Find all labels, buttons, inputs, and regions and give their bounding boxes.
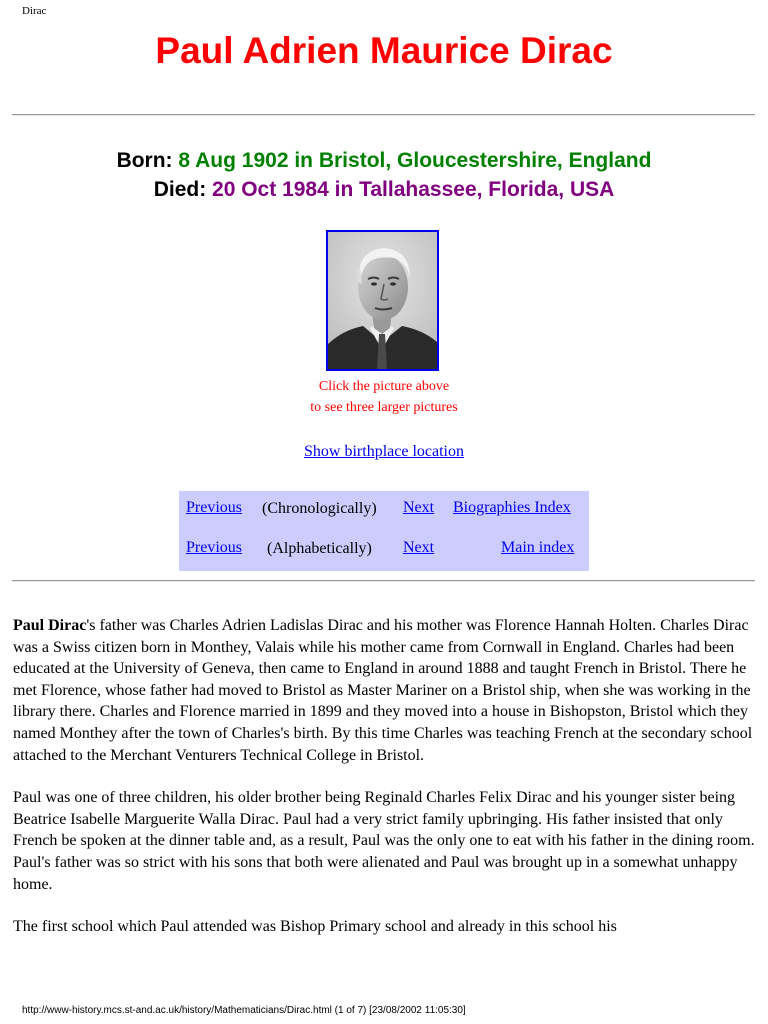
main-index-link[interactable]: Main index	[501, 539, 575, 556]
next-chronological-link[interactable]: Next	[403, 499, 435, 516]
died-line	[0, 178, 768, 202]
portrait-caption-line1: Click the picture above	[318, 379, 450, 394]
subject-name: Paul Dirac	[13, 617, 87, 634]
previous-alphabetical-link[interactable]: Previous	[186, 539, 242, 556]
birthplace-row	[0, 443, 768, 461]
biography-text	[13, 615, 758, 959]
portrait-photo-link[interactable]	[326, 230, 439, 371]
paragraph-1	[13, 615, 758, 766]
paragraph-1-text: 's father was Charles Adrien Ladislas Dirac and his mother was Florence Hannah Holten. Charles Dirac was a Swiss citizen born in Monthey, Valais while his mother came from Cornwall in England. Charles had been educated at the University of Geneva, then came to England in around 1888 and taught French in Bristol. There he met Florence, whose father had moved to Bristol as Master Mariner on a Bristol ship, when she was working in the library there. Charles and Florence married in 1899 and they moved into a house in Bishopston, Bristol which they named Monthey after the town of Charles's birth. By this time Charles was teaching French at the secondary school attached to the Merchant Venturers Technical College in Bristol.	[13, 617, 753, 764]
born-label: Born:	[116, 149, 173, 172]
biographies-index-link[interactable]: Biographies Index	[453, 499, 571, 516]
next-alphabetical-link[interactable]: Next	[403, 539, 435, 556]
page-footer-url: http://www-history.mcs.st-and.ac.uk/history/Mathematicians/Dirac.html (1 of 7) [23/08/2002 11:05:30]	[22, 1005, 466, 1016]
birthplace-link[interactable]: Show birthplace location	[304, 443, 464, 460]
document-tab-title: Dirac	[22, 5, 47, 17]
alphabetical-label: (Alphabetically)	[267, 540, 372, 557]
born-line	[0, 149, 768, 173]
died-value: 20 Oct 1984 in Tallahassee, Florida, USA	[212, 178, 615, 201]
top-divider	[12, 114, 755, 116]
born-value: 8 Aug 1902 in Bristol, Gloucestershire, England	[178, 149, 652, 172]
bottom-divider	[12, 580, 755, 582]
portrait-caption-line2: to see three larger pictures	[310, 400, 458, 415]
page-title: Paul Adrien Maurice Dirac	[155, 30, 613, 71]
portrait-photo-icon	[328, 232, 437, 369]
paragraph-3: The first school which Paul attended was Bishop Primary school and already in this school his	[13, 918, 617, 936]
chronological-label: (Chronologically)	[262, 500, 377, 517]
paragraph-2: Paul was one of three children, his older brother being Reginald Charles Felix Dirac and his younger sister being Beatrice Isabelle Marguerite Walla Dirac. Paul had a very strict family upbringing. His father insisted that only French be spoken at the dinner table and, as a result, Paul was the only one to eat with his father in the dining room. Paul's father was so strict with his sons that both were alienated and Paul was brought up in a somewhat unhappy home.	[13, 789, 755, 893]
navigation-box	[179, 491, 589, 571]
died-label: Died:	[153, 178, 207, 201]
previous-chronological-link[interactable]: Previous	[186, 499, 242, 516]
